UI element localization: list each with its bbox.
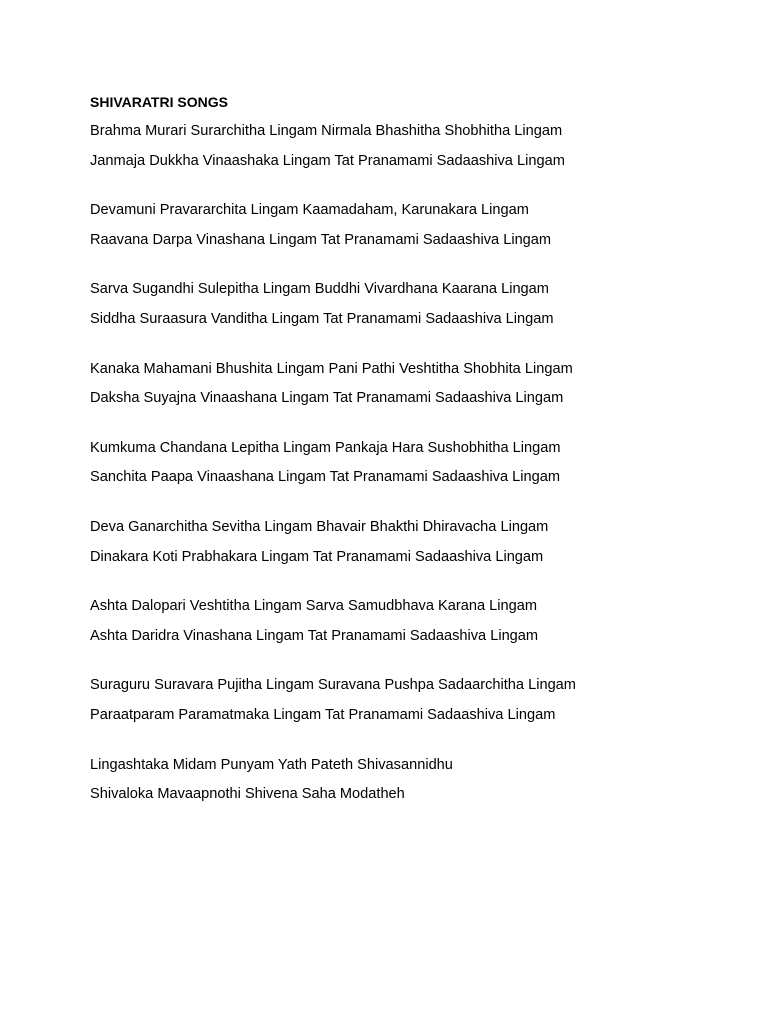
verse-1 (90, 121, 730, 171)
verse-line: Devamuni Pravararchita Lingam Kaamadaham, Karunakara Lingam (90, 202, 529, 219)
verse-line: Ashta Daridra Vinashana Lingam Tat Pranamami Sadaashiva Lingam (90, 627, 539, 644)
verse-line: Dinakara Koti Prabhakara Lingam Tat Pranamami Sadaashiva Lingam (90, 548, 544, 565)
verse-6 (90, 517, 730, 567)
verse-line: Raavana Darpa Vinashana Lingam Tat Pranamami Sadaashiva Lingam (90, 231, 552, 248)
verse-line: Shivaloka Mavaapnothi Shivena Saha Modatheh (90, 786, 405, 803)
verse-line: Deva Ganarchitha Sevitha Lingam Bhavair Bhakthi Dhiravacha Lingam (90, 518, 549, 535)
verse-line: Siddha Suraasura Vanditha Lingam Tat Pranamami Sadaashiva Lingam (90, 311, 554, 328)
document-title: SHIVARATRI SONGS (90, 94, 228, 110)
verse-line: Daksha Suyajna Vinaashana Lingam Tat Pranamami Sadaashiva Lingam (90, 390, 564, 407)
verse-9 (90, 755, 730, 805)
verse-4 (90, 359, 730, 409)
verse-line: Sanchita Paapa Vinaashana Lingam Tat Pranamami Sadaashiva Lingam (90, 469, 561, 486)
verse-2 (90, 200, 730, 250)
verse-line: Brahma Murari Surarchitha Lingam Nirmala Bhashitha Shobhitha Lingam (90, 123, 563, 139)
verse-line: Sarva Sugandhi Sulepitha Lingam Buddhi Vivardhana Kaarana Lingam (90, 281, 549, 298)
verse-7 (90, 596, 730, 646)
verse-line: Suraguru Suravara Pujitha Lingam Suravana Pushpa Sadaarchitha Lingam (90, 677, 576, 694)
verse-5 (90, 438, 730, 488)
verse-line: Janmaja Dukkha Vinaashaka Lingam Tat Pranamami Sadaashiva Lingam (90, 152, 565, 169)
document-page (90, 92, 730, 834)
verse-line: Kanaka Mahamani Bhushita Lingam Pani Pathi Veshtitha Shobhita Lingam (90, 360, 573, 377)
verse-line: Kumkuma Chandana Lepitha Lingam Pankaja Hara Sushobhitha Lingam (90, 439, 561, 456)
verse-3 (90, 279, 730, 329)
verse-line: Ashta Dalopari Veshtitha Lingam Sarva Samudbhava Karana Lingam (90, 598, 538, 615)
verse-8 (90, 675, 730, 725)
verse-line: Paraatparam Paramatmaka Lingam Tat Pranamami Sadaashiva Lingam (90, 707, 556, 723)
verse-line: Lingashtaka Midam Punyam Yath Pateth Shivasannidhu (90, 756, 453, 773)
